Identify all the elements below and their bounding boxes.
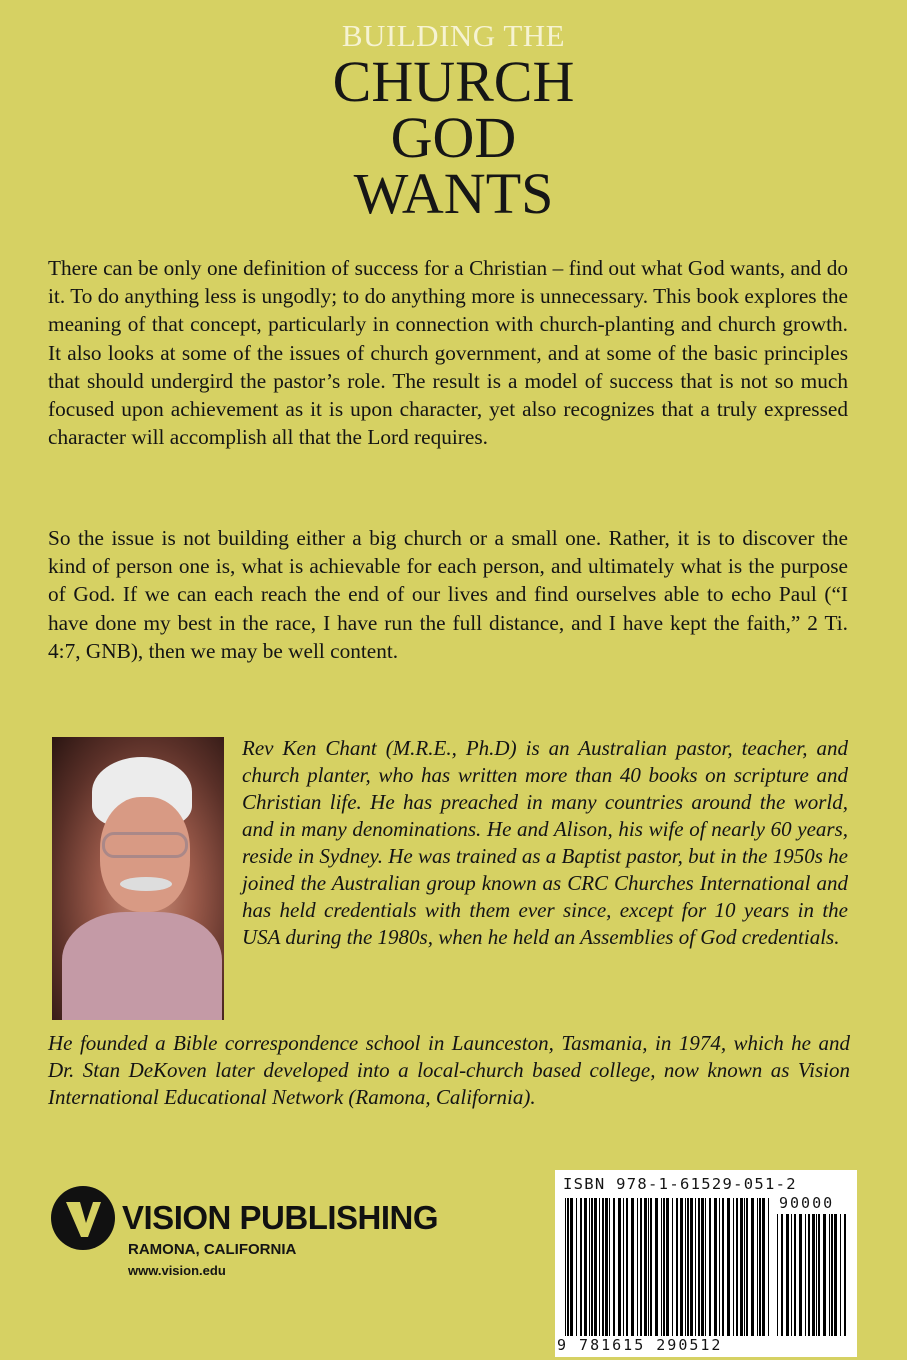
description-paragraph-2: So the issue is not building either a big church or a small one. Rather, it is to discover the kind of person one is, what is achievable for each person, and ultimately what is the purpose of God. If we can each reach the end of our lives and find ourselves able to echo Paul (“I have done my best in the race, I have run the full distance, and I have kept the faith,” 2 Ti. 4:7, GNB), then we may be well content. xyxy=(48,526,848,663)
barcode-bar xyxy=(672,1198,673,1336)
barcode-bar xyxy=(631,1198,634,1336)
barcode-bar xyxy=(626,1198,628,1336)
barcode-bar xyxy=(623,1198,624,1336)
barcode-bar xyxy=(680,1198,683,1336)
barcode-bar xyxy=(714,1198,717,1336)
barcode-bar xyxy=(570,1198,573,1336)
barcode-bar xyxy=(695,1198,696,1336)
description-paragraph-1: There can be only one definition of success for a Christian – find out what God wants, and do it. To do anything less is ungodly; to do anything more is unnecessary. This book explores the meaning of that concept, particularly in connection with church-planting and church growth. It also looks at some of the issues of church government, and at some of the basic principles that should undergird the pastor’s role. The result is a model of success that is not so much focused upon achievement as it is upon character, yet also recognizes that a truly expressed character will accomplish all that the Lord requires. xyxy=(48,256,848,450)
barcode-bar xyxy=(594,1198,597,1336)
publisher-city: RAMONA, CALIFORNIA xyxy=(128,1241,297,1258)
author-bio-part-1: Rev Ken Chant (M.R.E., Ph.D) is an Australian pastor, teacher, and church planter, who has written more than 40 books on scripture and Christian life. He has preached in many countries around the world, and in many denominations. He and Alison, his wife of nearly 60 years, reside in Sydney. He was trained as a Baptist pastor, but in the 1950s he joined the Australian group known as CRC Churches International and has held credentials with them ever since, except for 10 years in the USA during the 1980s, when he held an Assemblies of God credentials. xyxy=(242,736,848,949)
barcode-bar xyxy=(757,1198,758,1336)
barcode-bar xyxy=(685,1198,686,1336)
barcode-bar xyxy=(818,1214,820,1336)
title-line-3: WANTS xyxy=(353,161,554,226)
barcode-bar xyxy=(648,1198,649,1336)
barcode-bar xyxy=(565,1198,566,1336)
publisher-url: www.vision.edu xyxy=(128,1263,226,1278)
barcode-bar xyxy=(584,1198,587,1336)
barcode-bar xyxy=(751,1198,754,1336)
author-bio-part-2: He founded a Bible correspondence school in Launceston, Tasmania, in 1974, which he and Dr. Stan DeKoven later developed into a local-church based college, now known as Vision International Educational Network (Ramona, California). xyxy=(48,1031,850,1109)
title-prefix: BUILDING THE xyxy=(341,18,566,53)
barcode-bar xyxy=(661,1198,662,1336)
barcode-bar xyxy=(816,1214,817,1336)
barcode-bar xyxy=(808,1214,810,1336)
barcode-bar xyxy=(591,1198,593,1336)
barcode-bar xyxy=(831,1214,833,1336)
barcode-bar xyxy=(599,1198,600,1336)
barcode-bar xyxy=(613,1198,615,1336)
ean-number: 9 781615 290512 xyxy=(557,1336,723,1354)
author-photo xyxy=(52,737,224,1020)
barcode-bar xyxy=(722,1198,724,1336)
barcode-bar xyxy=(799,1214,802,1336)
barcode-bar xyxy=(576,1198,577,1336)
barcode-bar xyxy=(727,1198,730,1336)
barcode-bar xyxy=(644,1198,647,1336)
barcode-bar xyxy=(618,1198,621,1336)
barcode-bar xyxy=(701,1198,704,1336)
barcode-bar xyxy=(602,1198,604,1336)
barcode-bar xyxy=(719,1198,720,1336)
barcode-bar xyxy=(605,1198,608,1336)
barcode-bar xyxy=(746,1198,748,1336)
barcode-bar xyxy=(666,1198,669,1336)
title-line-2: GOD xyxy=(390,105,517,170)
barcode-bar xyxy=(687,1198,689,1336)
barcode-bar xyxy=(786,1214,789,1336)
barcode-bar xyxy=(698,1198,700,1336)
publisher-name: VISION PUBLISHING xyxy=(122,1199,439,1236)
barcode-bar xyxy=(823,1214,826,1336)
barcode-bar xyxy=(840,1214,841,1336)
barcode-bar xyxy=(650,1198,652,1336)
barcode-bar xyxy=(781,1214,783,1336)
barcode-bar xyxy=(736,1198,738,1336)
barcode-bar xyxy=(812,1214,815,1336)
barcode-bar xyxy=(709,1198,711,1336)
barcode-bar xyxy=(640,1198,642,1336)
title-line-1: CHURCH xyxy=(332,49,575,114)
barcode-bar xyxy=(676,1198,678,1336)
barcode-bar xyxy=(609,1198,610,1336)
barcode-bar xyxy=(733,1198,734,1336)
barcode-bar xyxy=(690,1198,693,1336)
barcode-bar xyxy=(834,1214,837,1336)
barcode-bar xyxy=(794,1214,796,1336)
barcode-bar xyxy=(759,1198,761,1336)
barcode-bar xyxy=(589,1198,590,1336)
vision-logo-icon xyxy=(50,1185,116,1251)
barcode-bar xyxy=(777,1214,778,1336)
barcode-bar xyxy=(705,1198,706,1336)
barcode-bar xyxy=(805,1214,806,1336)
barcode-bar xyxy=(740,1198,743,1336)
barcode-bar xyxy=(762,1198,765,1336)
isbn-barcode xyxy=(555,1170,857,1357)
barcode-bar xyxy=(567,1198,569,1336)
barcode-bar xyxy=(844,1214,846,1336)
price-addon-number: 90000 xyxy=(779,1194,835,1212)
isbn-text: ISBN 978-1-61529-051-2 xyxy=(563,1175,797,1193)
barcode-bar xyxy=(768,1198,769,1336)
barcode-bar xyxy=(663,1198,665,1336)
barcode-bar xyxy=(655,1198,658,1336)
ean-barcode-bars xyxy=(565,1198,771,1336)
barcode-bar xyxy=(791,1214,792,1336)
title-block xyxy=(0,18,907,226)
barcode-bar xyxy=(744,1198,745,1336)
barcode-bar xyxy=(829,1214,830,1336)
barcode-bar xyxy=(637,1198,638,1336)
barcode-bar xyxy=(580,1198,582,1336)
addon-barcode-bars xyxy=(777,1214,849,1336)
